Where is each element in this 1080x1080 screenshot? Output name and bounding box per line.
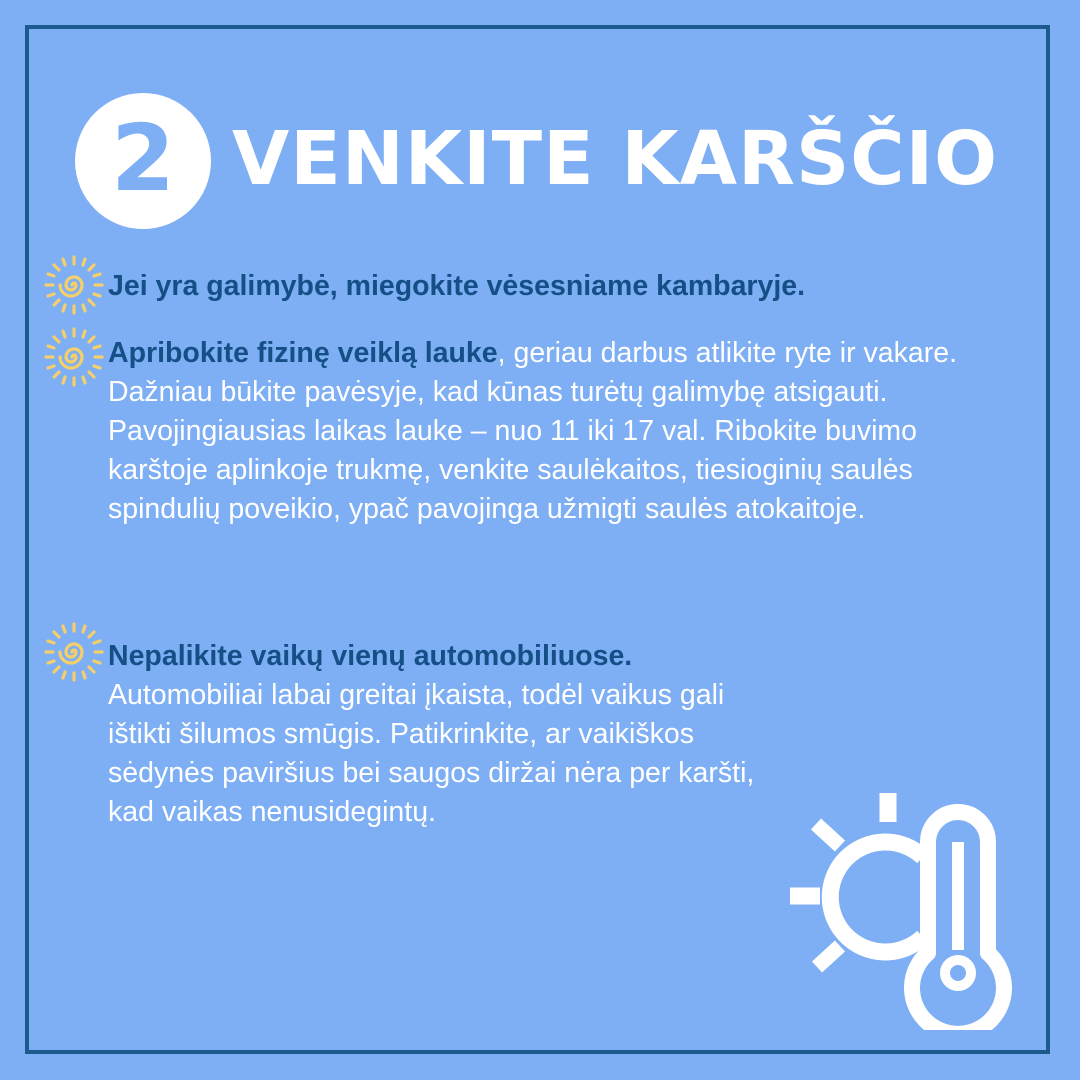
sun-thermometer-icon bbox=[785, 790, 1015, 1030]
step-number: 2 bbox=[110, 105, 175, 212]
step-number-badge bbox=[75, 93, 211, 229]
tip-item bbox=[108, 334, 988, 529]
page-title: VENKITE KARŠČIO bbox=[232, 116, 999, 202]
tip-item bbox=[108, 267, 1008, 306]
tip-heading: Nepalikite vaikų vienų automobiliuose. bbox=[108, 640, 633, 672]
tip-text: , geriau darbus atlikite ryte ir vakare. Dažniau būkite pavėsyje, kad kūnas turėtų galimybę atsigauti. Pavojingiausias laikas lauke – nuo 11 iki 17 val. Ribokite buvimo karštoje aplinkoje trukmę, venkite saulėkaitos, tiesioginių saulės spindulių poveikio, ypač pavojinga užmigti saulės atokaitoje. bbox=[108, 337, 958, 525]
sun-swirl-icon bbox=[44, 327, 104, 387]
tip-heading: Jei yra galimybė, miegokite vėsesniame kambaryje. bbox=[108, 270, 806, 302]
tip-item bbox=[108, 637, 788, 832]
tip-heading: Apribokite fizinę veiklą lauke bbox=[108, 337, 498, 369]
sun-swirl-icon bbox=[44, 255, 104, 315]
sun-swirl-icon bbox=[44, 622, 104, 682]
tip-text: Automobiliai labai greitai įkaista, todėl vaikus gali ištikti šilumos smūgis. Patikrinkite, ar vaikiškos sėdynės paviršius bei saugos diržai nėra per karšti, kad vaikas nenusidegintų. bbox=[108, 679, 755, 828]
